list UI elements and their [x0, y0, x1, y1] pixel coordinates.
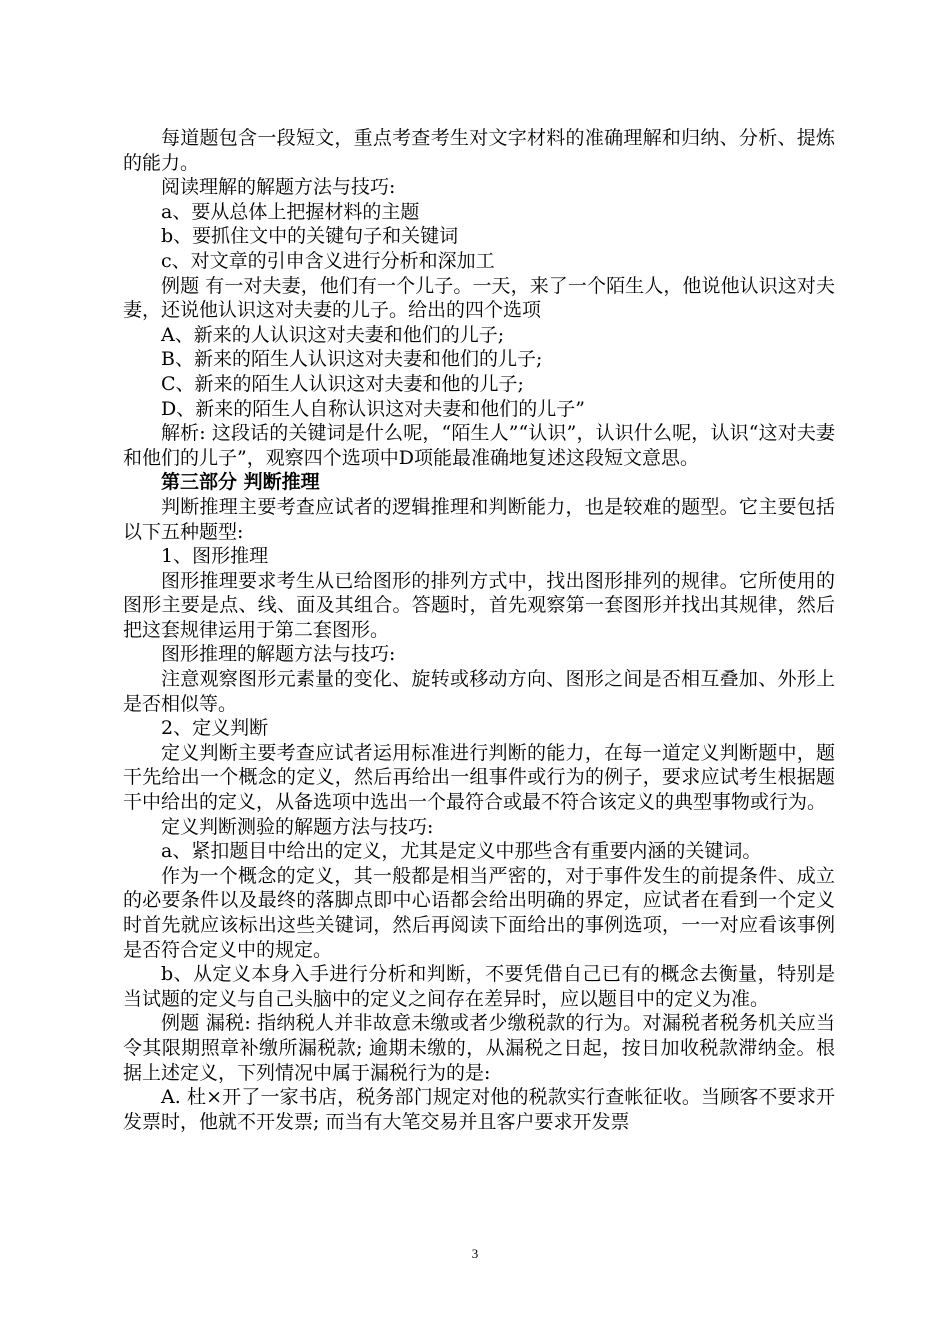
paragraph-graphic-methods: 图形推理的解题方法与技巧:: [161, 643, 396, 666]
option-b: B、新来的陌生人认识这对夫妻和他们的儿子;: [161, 348, 543, 371]
paragraph-tax-example: 例题 漏税: 指纳税人并非故意未缴或者少缴税款的行为。对漏税者税务机关应当令其限期照章补缴所漏税款; 逾期未缴的，从漏税之日起，按日加收税款滞纳金。根据上述定义，下列情况中属于漏税行为的是:: [123, 1012, 835, 1084]
paragraph-definition-detail: 作为一个概念的定义，其一般都是相当严密的，对于事件发生的前提条件、成立的必要条件以及最终的落脚点即中心语都会给出明确的界定，应试者在看到一个定义时首先就应该标出这些关键词，然后再阅读下面给出的事例选项，一一对应看该事例是否符合定义中的规定。: [123, 864, 835, 961]
paragraph-intro: 每道题包含一段短文，重点考查考生对文字材料的准确理解和归纳、分析、提炼的能力。: [123, 127, 835, 174]
option-tax-a: A. 杜×开了一家书店，税务部门规定对他的税款实行查帐征收。当顾客不要求开发票时，他就不开发票; 而当有大笔交易并且客户要求开发票: [123, 1086, 835, 1133]
option-a: A、新来的人认识这对夫妻和他们的儿子;: [161, 323, 505, 346]
subheading-definition-judgment: 2、定义判断: [161, 717, 269, 740]
page-number: 3: [471, 1246, 479, 1261]
paragraph-reading-methods: 阅读理解的解题方法与技巧:: [161, 176, 396, 199]
option-c: C、新来的陌生人认识这对夫妻和他的儿子;: [161, 372, 524, 395]
list-item-c: c、对文章的引申含义进行分析和深加工: [161, 249, 495, 272]
subheading-graphic-reasoning: 1、图形推理: [161, 545, 269, 568]
list-item-definition-b: b、从定义本身入手进行分析和判断，不要凭借自己已有的概念去衡量，特别是当试题的定义与自己头脑中的定义之间存在差异时，应以题目中的定义为准。: [123, 963, 835, 1010]
paragraph-example: 例题 有一对夫妻，他们有一个儿子。一天，来了一个陌生人，他说他认识这对夫妻，还说他认识这对夫妻的儿子。给出的四个选项: [123, 274, 835, 322]
list-item-definition-a: a、紧扣题目中给出的定义，尤其是定义中那些含有重要内涵的关键词。: [161, 840, 762, 863]
paragraph-definition-judgment: 定义判断主要考查应试者运用标准进行判断的能力，在每一道定义判断题中，题干先给出一个概念的定义，然后再给出一组事件或行为的例子，要求应试考生根据题干中给出的定义，从备选项中选出一个最符合或最不符合该定义的典型事物或行为。: [123, 741, 835, 814]
document-body: [123, 126, 835, 1134]
paragraph-reasoning-intro: 判断推理主要考查应试者的逻辑推理和判断能力，也是较难的题型。它主要包括以下五种题型:: [123, 495, 835, 543]
paragraph-graphic-reasoning: 图形推理要求考生从已给图形的排列方式中，找出图形排列的规律。它所使用的图形主要是点、线、面及其组合。答题时，首先观察第一套图形并找出其规律，然后把这套规律运用于第二套图形。: [123, 569, 835, 641]
paragraph-definition-methods: 定义判断测验的解题方法与技巧:: [161, 815, 434, 838]
section-heading: 第三部分 判断推理: [161, 471, 320, 494]
list-item-a: a、要从总体上把握材料的主题: [161, 200, 420, 223]
list-item-b: b、要抓住文中的关键句子和关键词: [161, 225, 459, 248]
option-d: D、新来的陌生人自称认识这对夫妻和他们的儿子”: [161, 397, 585, 420]
paragraph-graphic-tips: 注意观察图形元素量的变化、旋转或移动方向、图形之间是否相互叠加、外形上是否相似等。: [123, 668, 835, 715]
paragraph-analysis: 解析: 这段话的关键词是什么呢，“陌生人”“认识”，认识什么呢，认识“这对夫妻和他们的儿子”，观察四个选项中D项能最准确地复述这段短文意思。: [123, 422, 835, 469]
